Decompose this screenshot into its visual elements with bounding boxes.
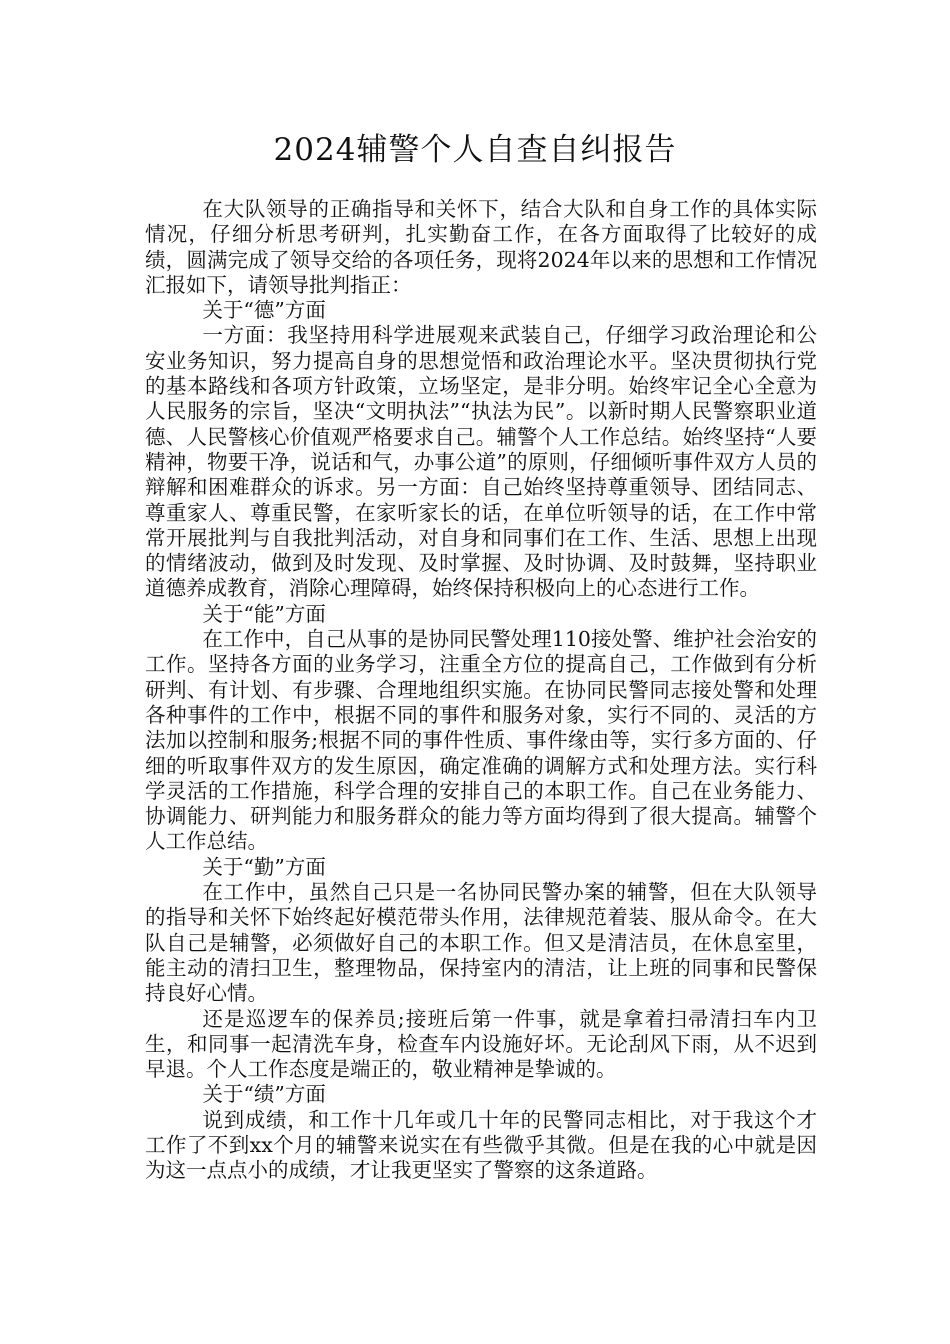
section-heading-neng: 关于“能”方面 xyxy=(202,601,326,626)
body-paragraph: 在工作中，虽然自己只是一名协同民警办案的辅警，但在大队领导的指导和关怀下始终起好模范带头作用，法律规范着装、服从命令。在大队自己是辅警，必须做好自己的本职工作。但又是清洁员，在休息室里，能主动的清扫卫生，整理物品，保持室内的清洁，让上班的同事和民警保持良好心情。 xyxy=(145,880,817,1006)
document-title: 2024辅警个人自查自纠报告 xyxy=(273,132,677,168)
section-heading-ji: 关于“绩”方面 xyxy=(202,1082,326,1107)
document-body xyxy=(145,197,817,1184)
body-paragraph: 还是巡逻车的保养员;接班后第一件事，就是拿着扫帚清扫车内卫生，和同事一起清洗车身，检查车内设施好坏。无论刮风下雨，从不迟到早退。个人工作态度是端正的，敬业精神是挚诚的。 xyxy=(145,1006,817,1082)
body-paragraph: 说到成绩，和工作十几年或几十年的民警同志相比，对于我这个才工作了不到xx个月的辅警来说实在有些微乎其微。但是在我的心中就是因为这一点点小的成绩，才让我更坚实了警察的这条道路。 xyxy=(145,1107,817,1183)
intro-paragraph: 在大队领导的正确指导和关怀下，结合大队和自身工作的具体实际情况，仔细分析思考研判，扎实勤奋工作，在各方面取得了比较好的成绩，圆满完成了领导交给的各项任务，现将2024年以来的思想和工作情况汇报如下，请领导批判指正： xyxy=(145,197,817,297)
body-paragraph: 一方面：我坚持用科学进展观来武装自己，仔细学习政治理论和公安业务知识，努力提高自身的思想觉悟和政治理论水平。坚决贯彻执行党的基本路线和各项方针政策，立场坚定，是非分明。始终牢记全心全意为人民服务的宗旨，坚决“文明执法”“执法为民”。以新时期人民警察职业道德、人民警核心价值观严格要求自己。辅警个人工作总结。始终坚持“人要精神，物要干净，说话和气，办事公道”的原则，仔细倾听事件双方人员的辩解和困难群众的诉求。另一方面：自己始终坚持尊重领导、团结同志、尊重家人、尊重民警，在家听家长的话，在单位听领导的话，在工作中常常开展批判与自我批判活动，对自身和同事们在工作、生活、思想上出现的情绪波动，做到及时发现、及时掌握、及时协调、及时鼓舞，坚持职业道德养成教育，消除心理障碍，始终保持积极向上的心态进行工作。 xyxy=(145,323,817,601)
body-paragraph: 在工作中，自己从事的是协同民警处理110接处警、维护社会治安的工作。坚持各方面的业务学习，注重全方位的提高自己，工作做到有分析研判、有计划、有步骤、合理地组织实施。在协同民警同志接处警和处理各种事件的工作中，根据不同的事件和服务对象，实行不同的、灵活的方法加以控制和服务;根据不同的事件性质、事件缘由等，实行多方面的、仔细的听取事件双方的发生原因，确定准确的调解方式和处理方法。实行科学灵活的工作措施，科学合理的安排自己的本职工作。自己在业务能力、协调能力、研判能力和服务群众的能力等方面均得到了很大提高。辅警个人工作总结。 xyxy=(145,627,817,854)
section-heading-qin: 关于“勤”方面 xyxy=(202,854,326,879)
section-heading-de: 关于“德”方面 xyxy=(202,298,326,323)
